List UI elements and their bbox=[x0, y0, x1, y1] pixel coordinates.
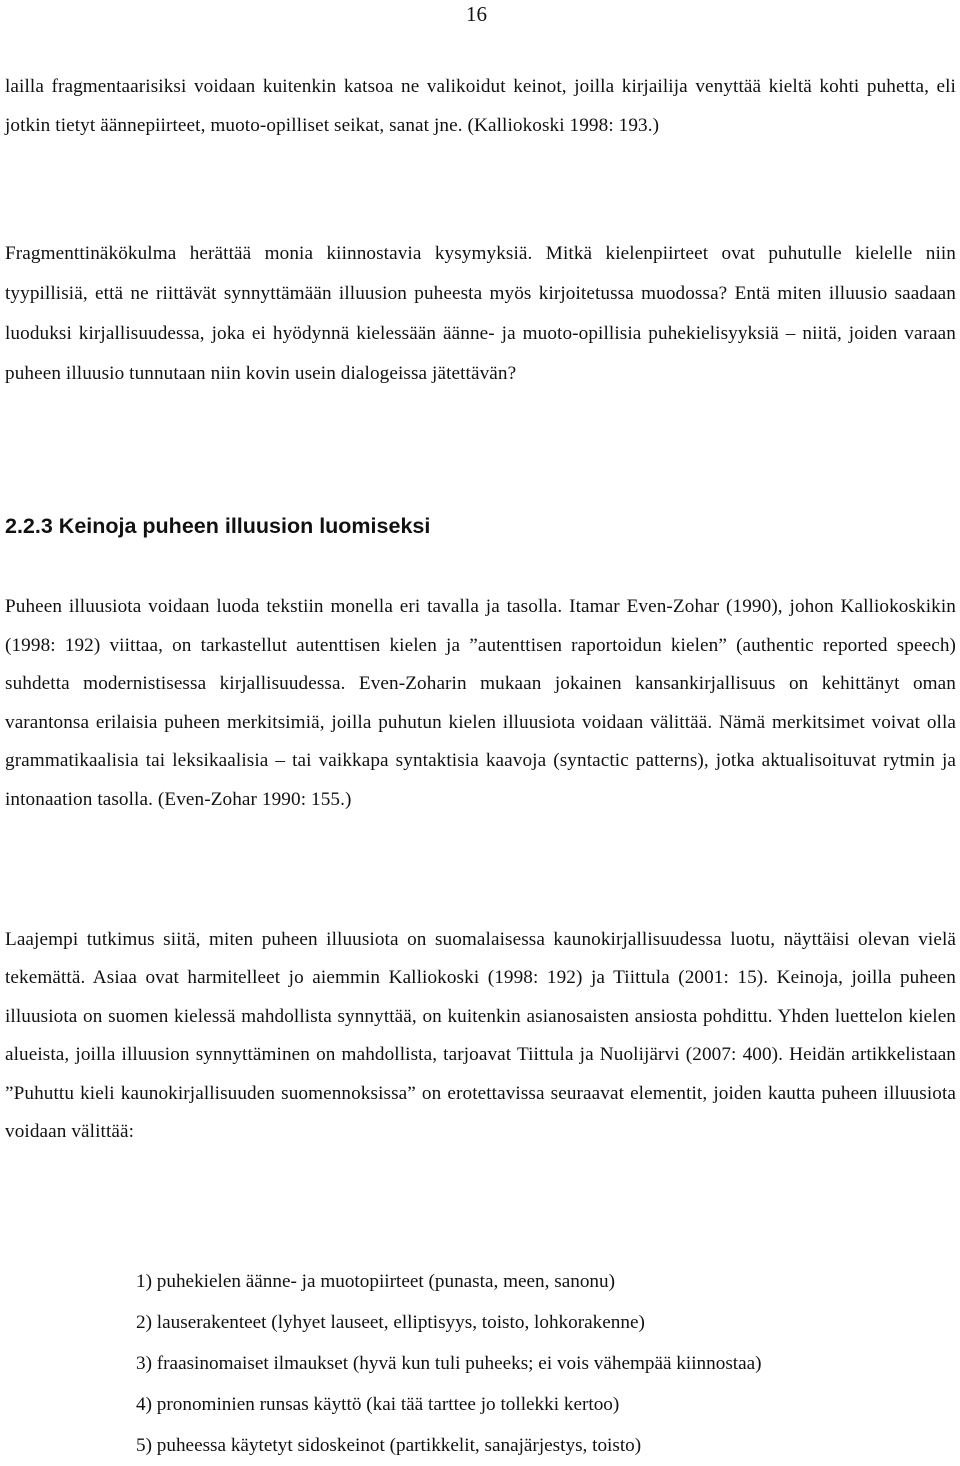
list-item: 4) pronominien runsas käyttö (kai tää tarttee jo tollekki kertoo) bbox=[136, 1394, 620, 1415]
paragraph-4: Laajempi tutkimus siitä, miten puheen illuusiota on suomalaisessa kaunokirjallisuudessa luotu, näyttäisi olevan vielä tekemättä. Asiaa ovat harmitelleet jo aiemmin Kalliokoski (1998: 192) ja Tiittula (2001: 15). Keinoja, joilla puheen illuusiota on suomen kielessä mahdollista synnyttää, on kuitenkin asianosaisten ansiosta pohdittu. Yhden luettelon kielen alueista, joilla illuusion synnyttäminen on mahdollista, tarjoavat Tiittula ja Nuolijärvi (2007: 400). Heidän artikkelistaan ”Puhuttu kieli kaunokirjallisuuden suomennoksissa” on erotettavissa seuraavat elementit, joiden kautta puheen illuusiota voidaan välittää: bbox=[5, 929, 956, 1143]
paragraph-2: Fragmenttinäkökulma herättää monia kiinnostavia kysymyksiä. Mitkä kielenpiirteet ovat puhutulle kielelle niin tyypillisiä, että ne riittävät synnyttämään illuusion puheesta myös kirjoitetussa muodossa? Entä miten illuusio saadaan luoduksi kirjallisuudessa, joka ei hyödynnä kielessään äänne- ja muoto-opillisia puhekielisyyksiä – niitä, joiden varaan puheen illuusio tunnutaan niin kovin usein dialogeissa jätettävän? bbox=[5, 243, 956, 384]
paragraph-3: Puheen illuusiota voidaan luoda tekstiin monella eri tavalla ja tasolla. Itamar Even-Zohar (1990), johon Kalliokoskikin (1998: 192) viittaa, on tarkastellut autenttisen kielen ja ”autenttisen raportoidun kielen” (authentic reported speech) suhdetta modernistisessa kirjallisuudessa. Even-Zoharin mukaan jokainen kansankirjallisuus on kehittänyt oman varantonsa erilaisia puheen merkitsimiä, joilla puhutun kielen illuusiota voidaan välittää. Nämä merkitsimet voivat olla grammatikaalisia tai leksikaalisia – tai vaikkapa syntaktisia kaavoja (syntactic patterns), jotka aktualisoituvat rytmin ja intonaation tasolla. (Even-Zohar 1990: 155.) bbox=[5, 596, 956, 810]
list-item: 3) fraasinomaiset ilmaukset (hyvä kun tuli puheeks; ei vois vähempää kiinnostaa) bbox=[136, 1353, 762, 1374]
section-heading: 2.2.3 Keinoja puheen illuusion luomiseksi bbox=[5, 514, 431, 538]
page-number: 16 bbox=[466, 2, 487, 26]
elements-list bbox=[136, 1261, 762, 1466]
list-item: 1) puhekielen äänne- ja muotopiirteet (punasta, meen, sanonu) bbox=[136, 1271, 615, 1292]
list-item: 5) puheessa käytetyt sidoskeinot (partikkelit, sanajärjestys, toisto) bbox=[136, 1435, 642, 1456]
paragraph-1: lailla fragmentaarisiksi voidaan kuitenkin katsoa ne valikoidut keinot, joilla kirjailija venyttää kieltä kohti puhetta, eli jotkin tietyt äännepiirteet, muoto-opilliset seikat, sanat jne. (Kalliokoski 1998: 193.) bbox=[5, 76, 956, 136]
list-item: 2) lauserakenteet (lyhyet lauseet, elliptisyys, toisto, lohkorakenne) bbox=[136, 1312, 645, 1333]
